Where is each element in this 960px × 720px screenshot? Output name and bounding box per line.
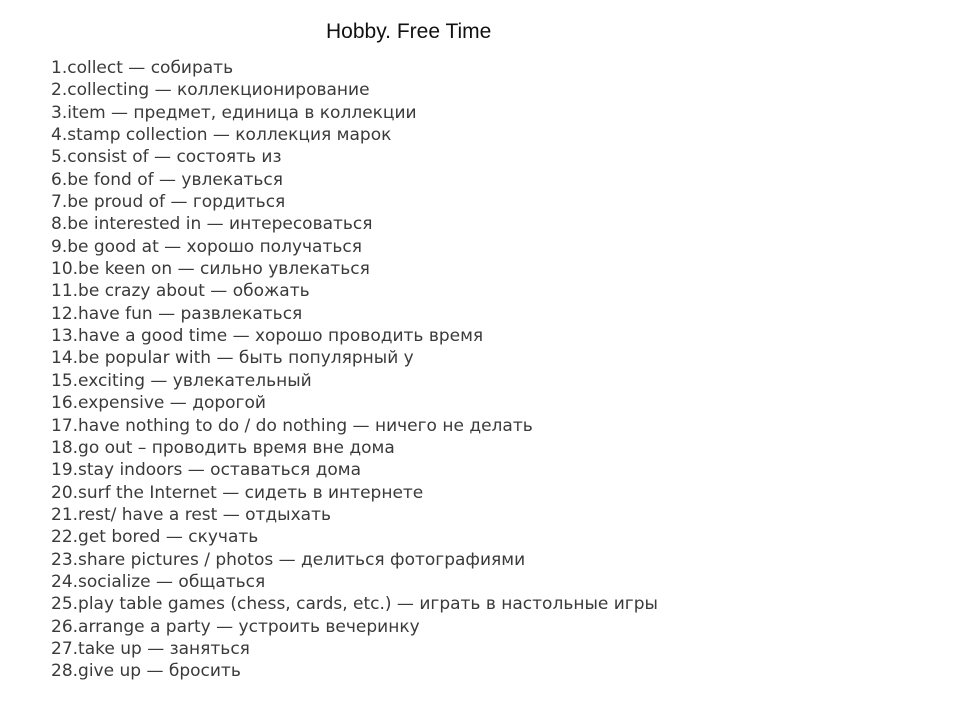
list-item: 17.have nothing to do / do nothing — ничего не делать	[51, 415, 533, 436]
list-item: 19.stay indoors — оставаться дома	[51, 460, 361, 481]
list-item: 1.collect — собирать	[51, 58, 234, 78]
list-item: 16.expensive — дорогой	[51, 393, 266, 414]
list-item: 24.socialize — общаться	[51, 571, 266, 592]
list-item: 8.be interested in — интересоваться	[51, 214, 373, 235]
list-item: 14.be popular with — быть популярный у	[51, 348, 414, 369]
list-item: 6.be fond of — увлекаться	[51, 169, 284, 190]
list-item: 22.get bored — скучать	[51, 527, 259, 548]
list-item: 11.be crazy about — обожать	[51, 281, 310, 302]
list-item: 15.exciting — увлекательный	[51, 370, 312, 391]
list-item: 3.item — предмет, единица в коллекции	[51, 102, 417, 123]
list-item: 21.rest/ have a rest — отдыхать	[51, 504, 331, 525]
list-item: 20.surf the Internet — сидеть в интернете	[51, 482, 424, 503]
list-item: 28.give up — бросить	[51, 661, 241, 682]
list-item: 26.arrange a party — устроить вечеринку	[51, 616, 420, 637]
list-item: 25.play table games (chess, cards, etc.) — играть в настольные игры	[51, 594, 658, 615]
list-item: 5.consist of — состоять из	[51, 147, 282, 168]
list-item: 9.be good at — хорошо получаться	[51, 236, 362, 257]
list-item: 18.go out – проводить время вне дома	[51, 437, 395, 458]
list-item: 4.stamp collection — коллекция марок	[51, 125, 392, 146]
list-item: 13.have a good time — хорошо проводить время	[51, 326, 484, 347]
list-item: 2.collecting — коллекционирование	[51, 80, 370, 101]
list-item: 27.take up — заняться	[51, 638, 250, 659]
slide-title: Hobby. Free Time	[326, 20, 492, 43]
list-item: 12.have fun — развлекаться	[51, 303, 303, 324]
list-item: 23.share pictures / photos — делиться фотографиями	[51, 549, 526, 570]
list-item: 10.be keen on — сильно увлекаться	[51, 259, 370, 280]
list-item: 7.be proud of — гордиться	[51, 192, 286, 213]
vocabulary-list	[51, 57, 658, 683]
